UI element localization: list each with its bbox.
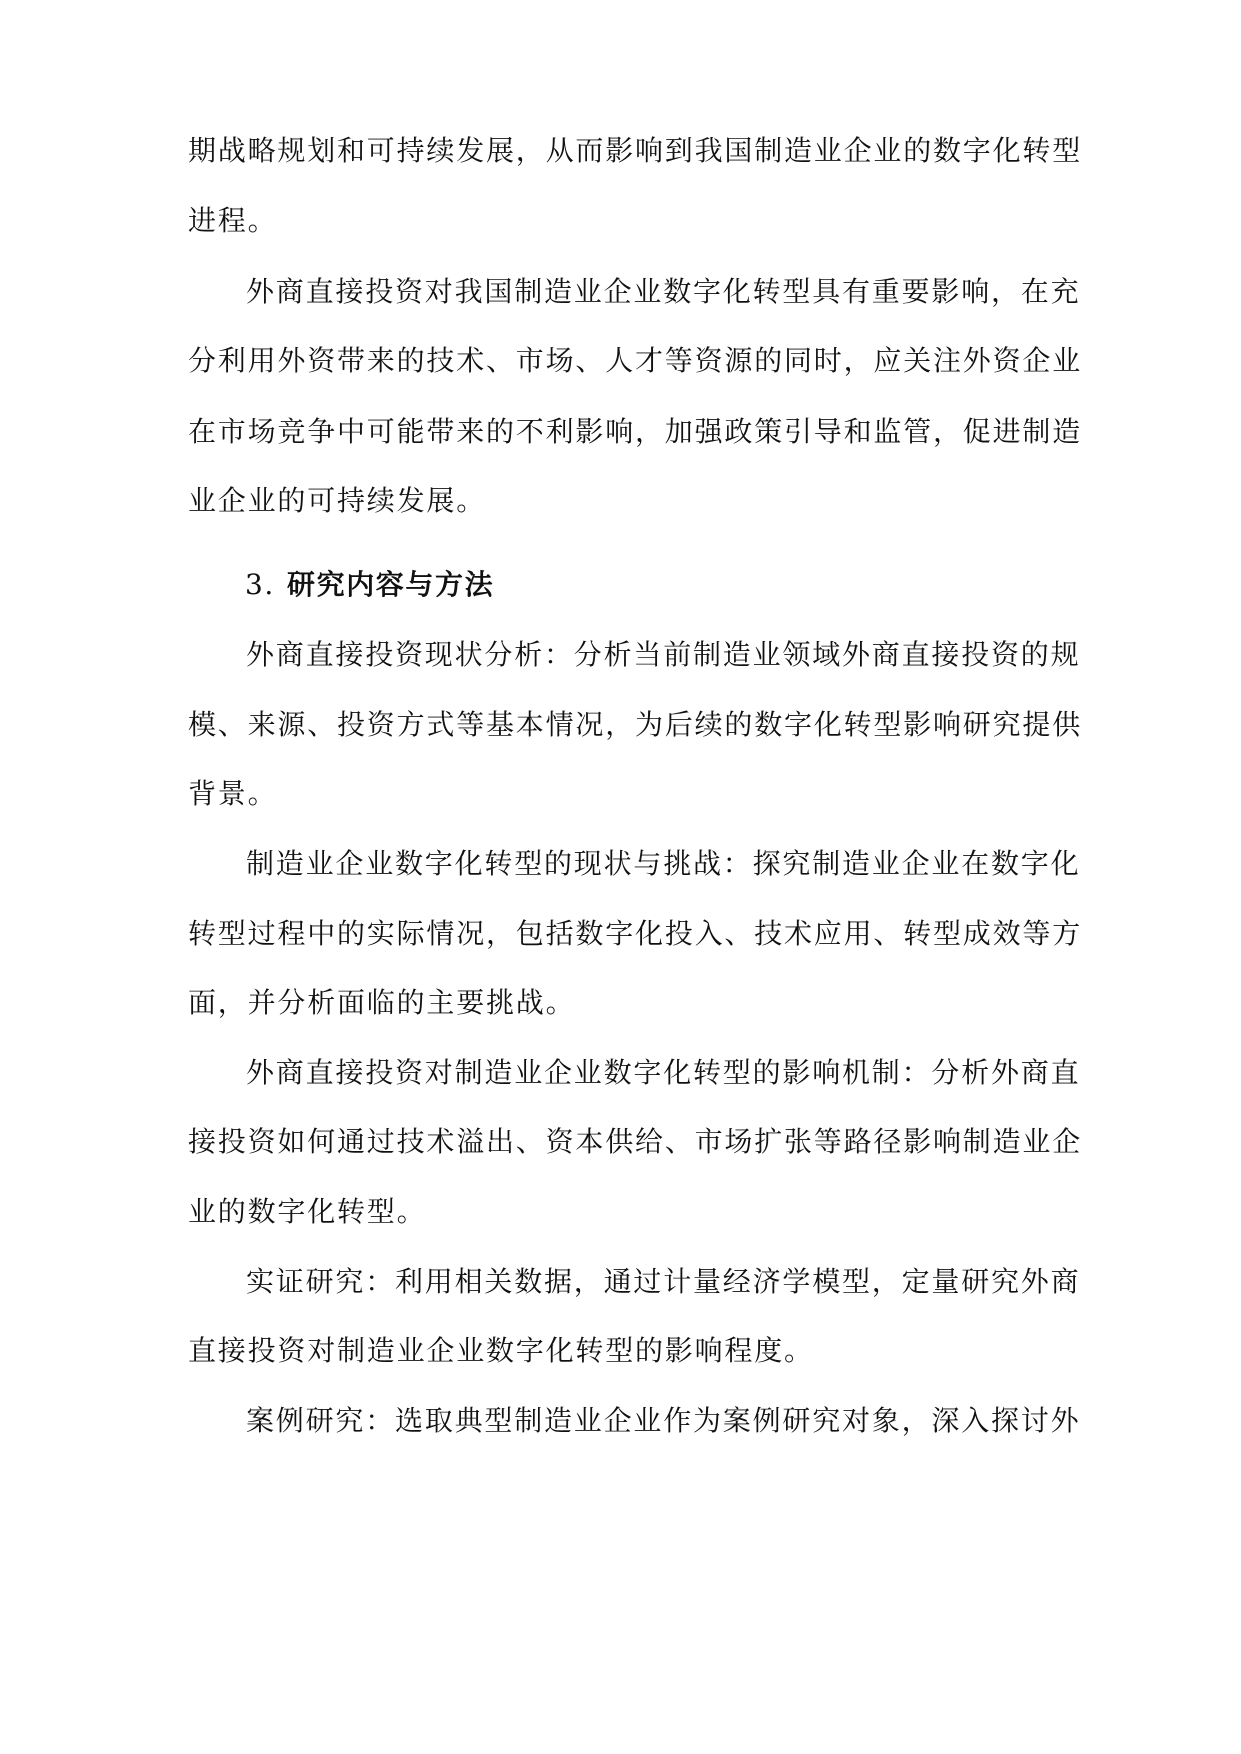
paragraph-7-line-1: 案例研究：选取典型制造业企业作为案例研究对象，深入探讨外 xyxy=(246,1404,1081,1437)
paragraph-3-line-3: 背景。 xyxy=(188,777,278,810)
paragraph-4-line-2: 转型过程中的实际情况，包括数字化投入、技术应用、转型成效等方 xyxy=(188,917,1083,950)
section-title: 研究内容与方法 xyxy=(287,568,495,601)
paragraph-6-line-1: 实证研究：利用相关数据，通过计量经济学模型，定量研究外商 xyxy=(246,1265,1081,1298)
paragraph-1-line-1: 期战略规划和可持续发展，从而影响到我国制造业企业的数字化转型 xyxy=(188,134,1083,167)
paragraph-6-line-2: 直接投资对制造业企业数字化转型的影响程度。 xyxy=(188,1334,814,1367)
paragraph-4-line-3: 面，并分析面临的主要挑战。 xyxy=(188,986,576,1019)
paragraph-2-line-3: 在市场竞争中可能带来的不利影响，加强政策引导和监管，促进制造 xyxy=(188,415,1083,448)
paragraph-5-line-2: 接投资如何通过技术溢出、资本供给、市场扩张等路径影响制造业企 xyxy=(188,1125,1083,1158)
paragraph-5-line-1: 外商直接投资对制造业企业数字化转型的影响机制：分析外商直 xyxy=(246,1056,1081,1089)
paragraph-1-line-2: 进程。 xyxy=(188,204,278,237)
paragraph-4-line-1: 制造业企业数字化转型的现状与挑战：探究制造业企业在数字化 xyxy=(246,847,1081,880)
paragraph-3-line-2: 模、来源、投资方式等基本情况，为后续的数字化转型影响研究提供 xyxy=(188,708,1083,741)
paragraph-2-line-2: 分利用外资带来的技术、市场、人才等资源的同时，应关注外资企业 xyxy=(188,344,1083,377)
section-heading xyxy=(245,567,1115,603)
paragraph-2-line-4: 业企业的可持续发展。 xyxy=(188,484,487,517)
paragraph-3-line-1: 外商直接投资现状分析：分析当前制造业领域外商直接投资的规 xyxy=(246,638,1081,671)
section-number: 3. xyxy=(245,568,275,601)
paragraph-5-line-3: 业的数字化转型。 xyxy=(188,1195,427,1228)
paragraph-2-line-1: 外商直接投资对我国制造业企业数字化转型具有重要影响，在充 xyxy=(246,275,1081,308)
